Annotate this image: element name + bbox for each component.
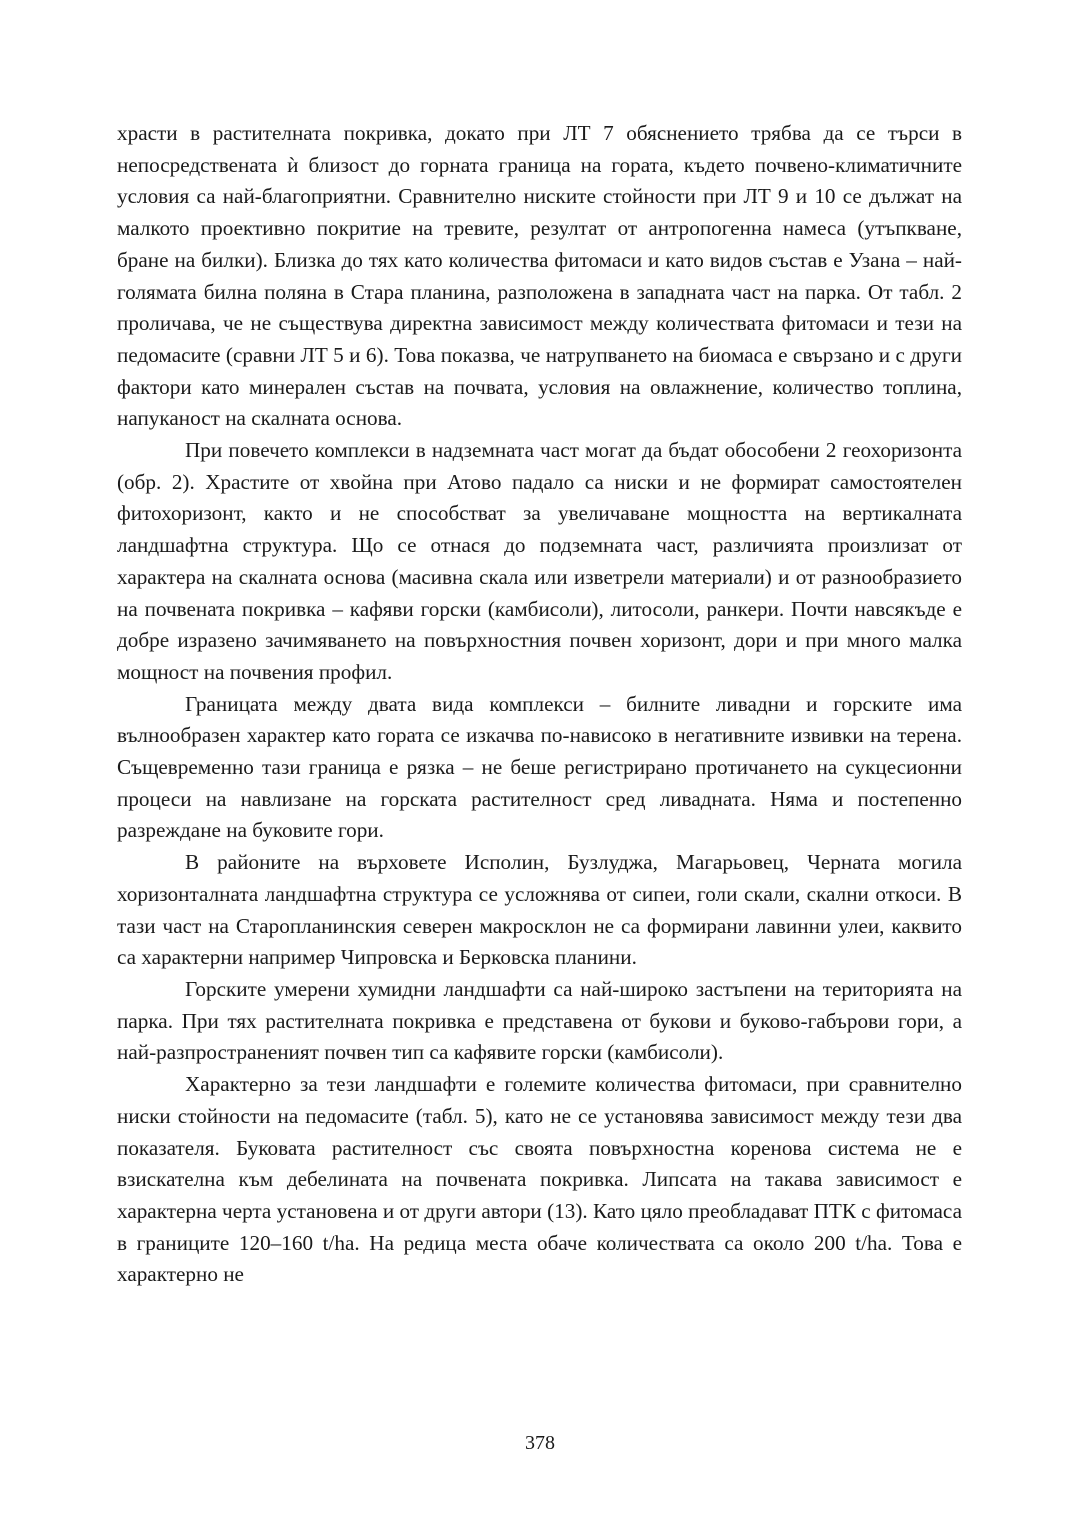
paragraph-3: Границата между двата вида комплекси – билните ливадни и горските има вълнообразен характер като гората се изкачва по-нависоко в негативните извивки на терена. Същевременно тази граница е рязка – не беше регистрирано протичането на сукцесионни процеси на навлизане на горската растителност сред ливадната. Няма и постепенно разреждане на буковите гори. [117, 691, 962, 843]
page-number: 378 [525, 1432, 555, 1454]
document-page [117, 118, 962, 1291]
paragraph-6: Характерно за тези ландшафти е големите количества фитомаси, при сравнително ниски стойности на педомасите (табл. 5), като не се установява зависимост между тези два показателя. Буковата растителност със своята повърхностна коренова система не е взискателна към дебелината на почвената покривка. Липсата на такава зависимост е характерна черта установена и от други автори (13). Като цяло преобладават ПТК с фитомаса в границите 120–160 t/ha. На редица места обаче количествата са около 200 t/ha. Това е характерно не [117, 1072, 962, 1287]
paragraph-5: Горските умерени хумидни ландшафти са най-широко застъпени на територията на парка. При тях растителната покривка е представена от букови и буково-габърови гори, а най-разпространеният почвен тип са кафявите горски (камбисоли). [117, 976, 962, 1065]
paragraph-2: При повечето комплекси в надземната част могат да бъдат обособени 2 геохоризонта (обр. 2). Храстите от хвойна при Атово падало са ниски и не формират самостоятелен фитохоризонт, както и не способстват за увеличаване мощността на вертикалната ландшафтна структура. Що се отнася до подземната част, различията произлизат от характера на скалната основа (масивна скала или изветрели материали) и от разнообразието на почвената покривка – кафяви горски (камбисоли), литосоли, ранкери. Почти навсякъде е добре изразено зачимяването на повърхностния почвен хоризонт, дори и при много малка мощност на почвения профил. [117, 438, 962, 684]
paragraph-4: В районите на върховете Исполин, Бузлуджа, Магарьовец, Черната могила хоризонталната ландшафтна структура се усложнява от сипеи, голи скали, скални откоси. В тази част на Старопланинския северен макросклон не са формирани лавинни улеи, каквито са характерни например Чипровска и Берковска планини. [117, 850, 962, 970]
paragraph-1: храсти в растителната покривка, докато при ЛТ 7 обяснението трябва да се търси в непосредствената ѝ близост до горната граница на гората, където почвено-климатичните условия са най-благоприятни. Сравнително ниските стойности при ЛТ 9 и 10 се дължат на малкото проективно покритие на тревите, резултат от антропогенна намеса (утъпкване, бране на билки). Близка до тях като количества фитомаси и като видов състав е Узана – най-голямата билна поляна в Стара планина, разположена в западната част на парка. От табл. 2 проличава, че не съществува директна зависимост между количествата фитомаси и тези на педомасите (сравни ЛТ 5 и 6). Това показва, че натрупването на биомаса е свързано и с други фактори като минерален състав на почвата, условия на овлажнение, количество топлина, напуканост на скалната основа. [117, 121, 962, 431]
